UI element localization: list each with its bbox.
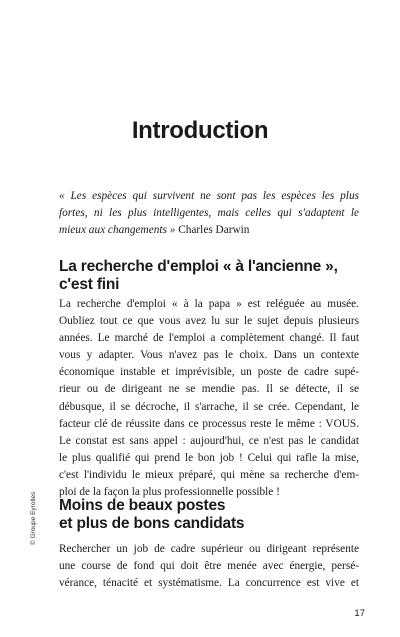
paragraph-line: années. Le marché de l'emploi a complètement changé. Il faut bbox=[59, 332, 359, 345]
paragraph-line: vérance, ténacité et systématisme. La concurrence est vive et bbox=[59, 577, 359, 590]
paragraph-line: Le constat est sans appel : aujourd'hui, ce n'est pas le candidat bbox=[59, 434, 359, 447]
page-number: 17 bbox=[354, 608, 365, 619]
paragraph-line: ploi de la façon la plus professionnelle possible ! bbox=[59, 486, 280, 499]
paragraph-line: économique instable et imprévisible, un poste de cadre supé- bbox=[59, 366, 359, 379]
copyright-credit: © Groupe Eyrolles bbox=[30, 491, 37, 545]
paragraph-line: débusque, il se décroche, il s'arrache, il se crée. Cependant, le bbox=[59, 400, 359, 413]
paragraph-fewer-posts bbox=[59, 541, 359, 592]
paragraph-line: La recherche d'emploi « à la papa » est reléguée au musée. bbox=[59, 298, 359, 310]
paragraph-line: c'est l'individu le mieux préparé, qui mène sa recherche d'em- bbox=[59, 468, 359, 481]
heading-line: et plus de bons candidats bbox=[59, 515, 245, 532]
paragraph-line: le plus qualifié qui prend le bon job ! Celui qui rafle la mise, bbox=[59, 451, 359, 464]
chapter-title: Introduction bbox=[131, 117, 269, 144]
epigraph-last-line bbox=[59, 222, 359, 239]
paragraph-line: Oubliez tout ce que vous avez lu sur le sujet depuis plusieurs bbox=[59, 315, 359, 328]
heading-line: La recherche d'emploi « à l'ancienne », bbox=[59, 258, 338, 275]
epigraph-line: mieux aux changements » bbox=[59, 224, 176, 237]
paragraph-line: vous y adapter. Vous n'avez pas le choix. Dans un contexte bbox=[59, 349, 359, 362]
paragraph-line: une course de fond qui doit être menée avec énergie, persé- bbox=[59, 560, 359, 573]
epigraph bbox=[59, 188, 359, 239]
section-heading-old-job-search bbox=[59, 258, 359, 294]
heading-line: c'est fini bbox=[59, 276, 120, 293]
paragraph-line: facteur clé de réussite dans ce processus reste le même : VOUS. bbox=[59, 417, 359, 430]
paragraph-job-search bbox=[59, 296, 359, 501]
heading-line: Moins de beaux postes bbox=[59, 497, 226, 514]
section-heading-fewer-posts bbox=[59, 497, 359, 533]
paragraph-line: rieur ou de dirigeant ne se mendie pas. Il se détecte, il se bbox=[59, 383, 359, 396]
epigraph-line: « Les espèces qui survivent ne sont pas les espèces les plus bbox=[59, 190, 359, 202]
paragraph-line: Rechercher un job de cadre supérieur ou dirigeant représente bbox=[59, 543, 359, 555]
epigraph-line: fortes, ni les plus intelligentes, mais celles qui s'adaptent le bbox=[59, 207, 359, 220]
epigraph-author: Charles Darwin bbox=[178, 224, 250, 237]
